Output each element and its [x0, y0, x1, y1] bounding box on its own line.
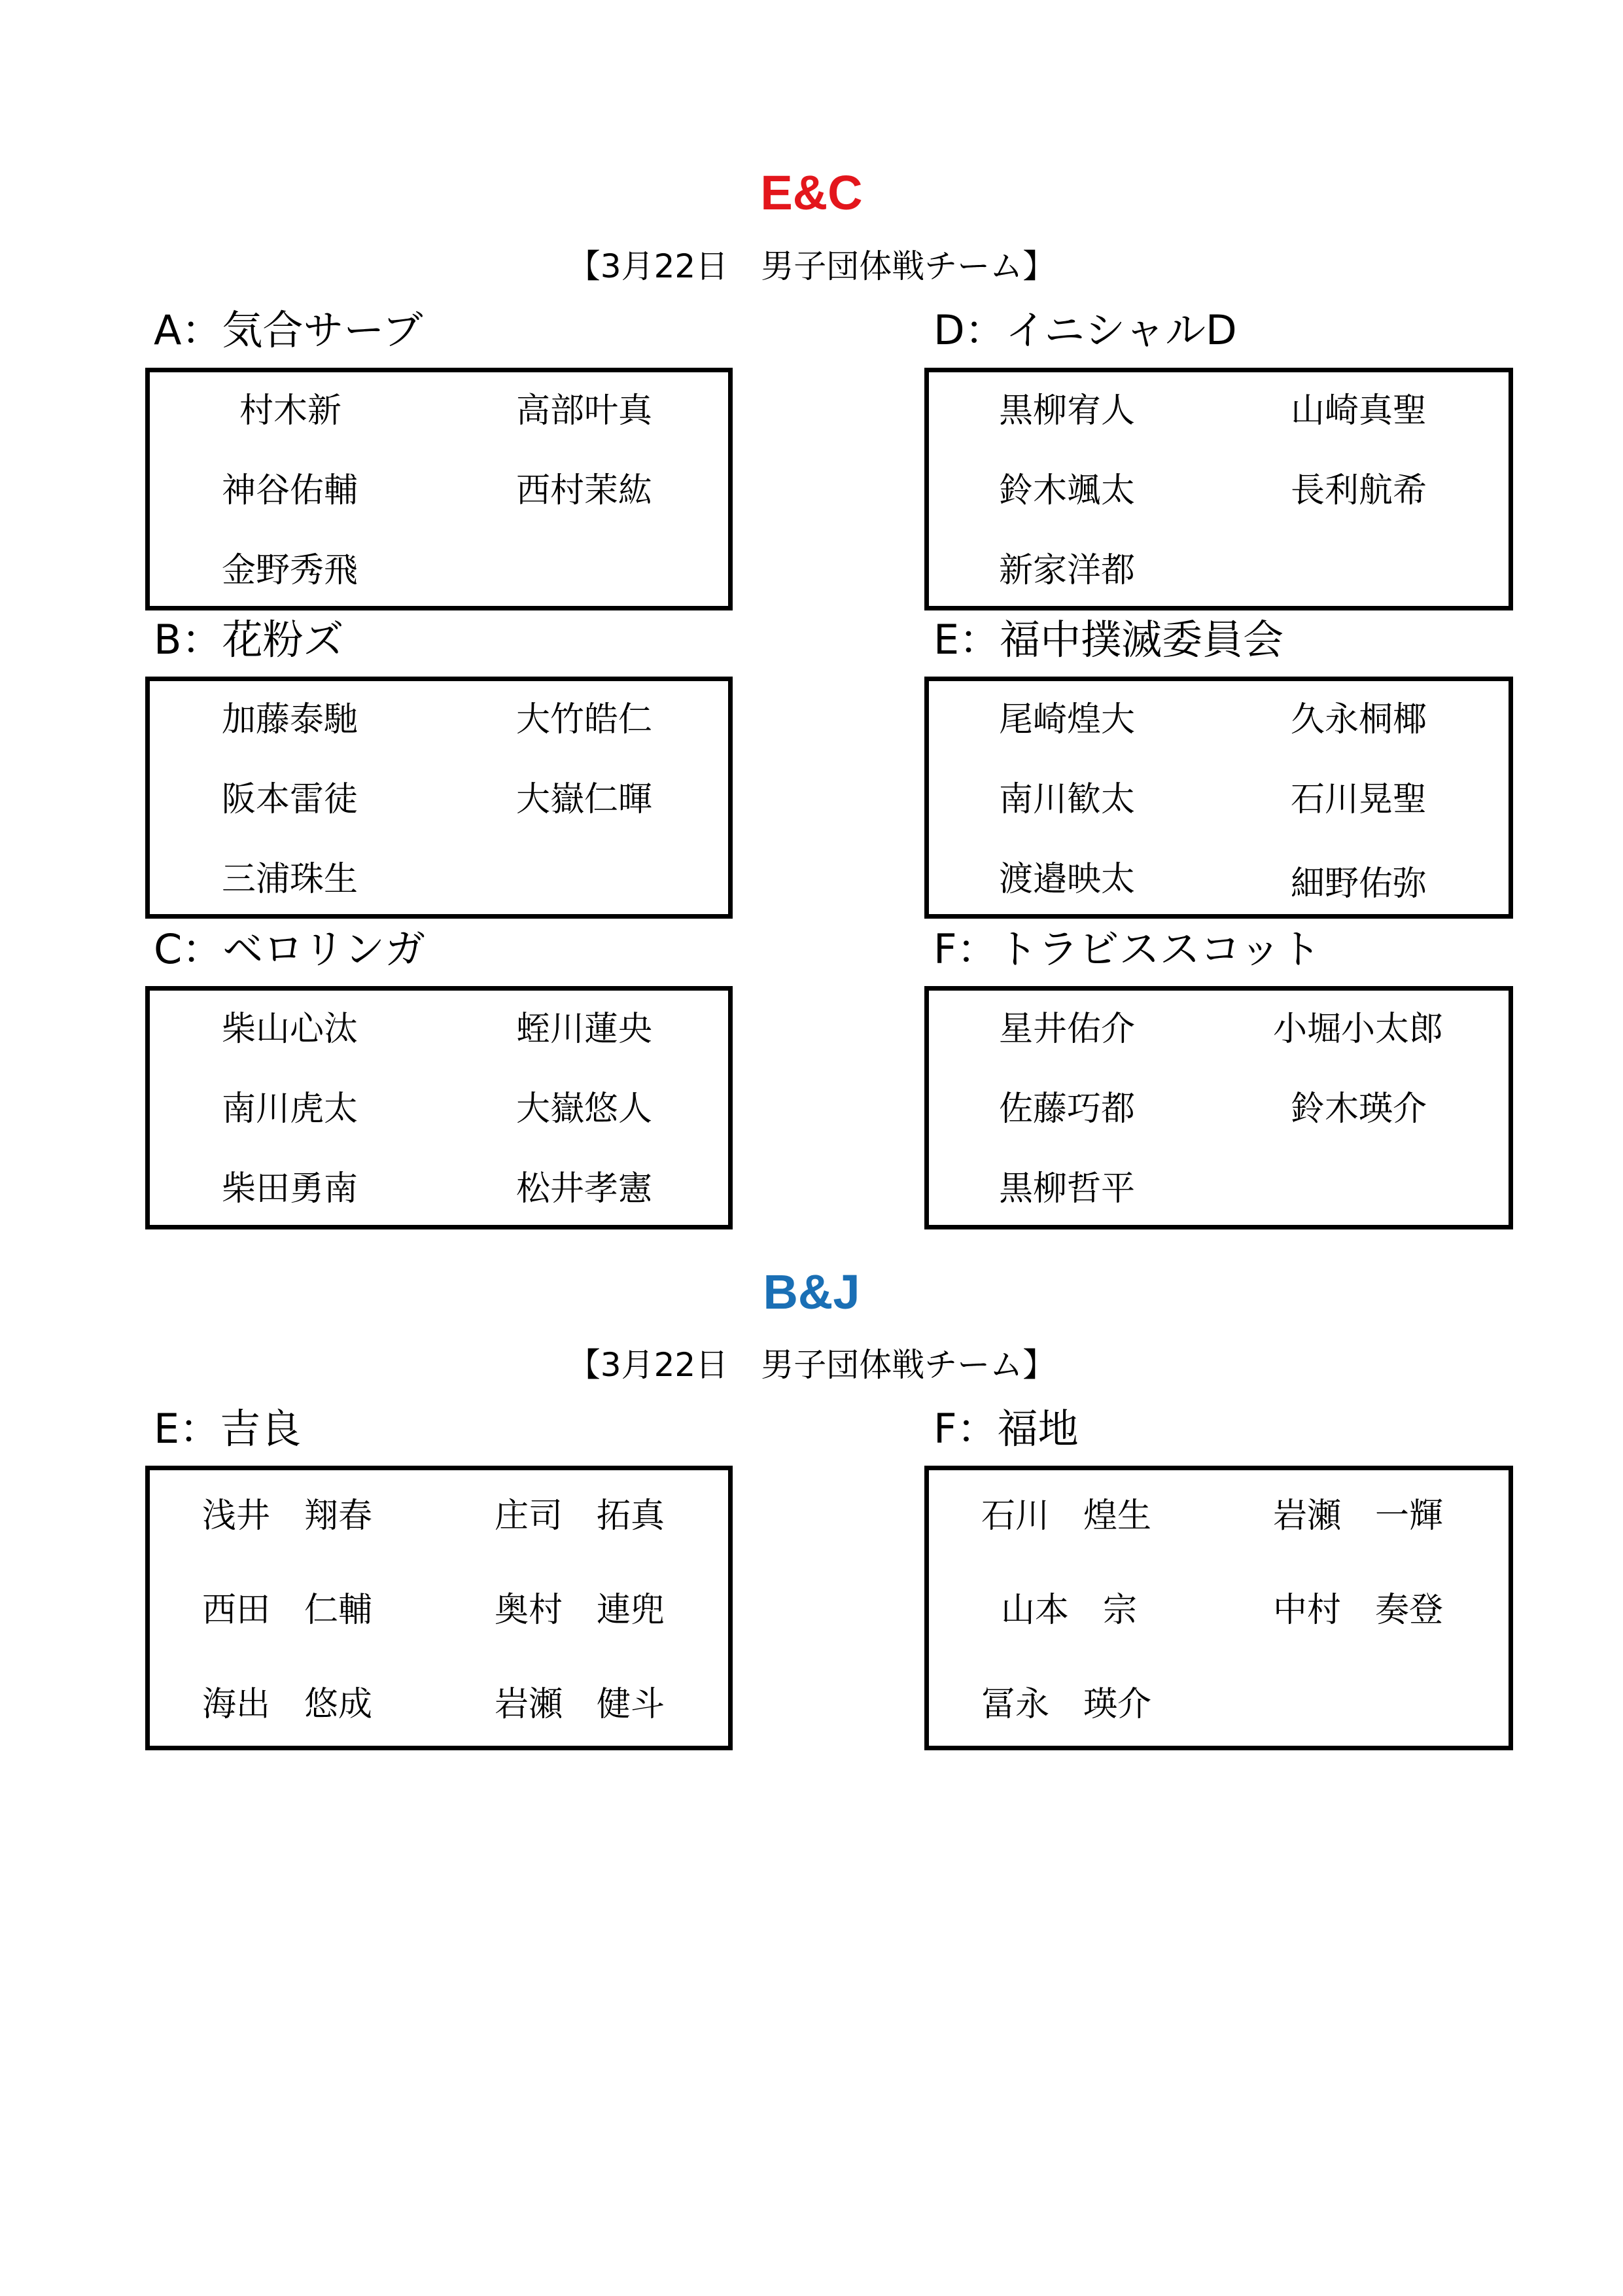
member-name: 蛭川蓮央: [516, 1010, 653, 1049]
member-name: 松井孝憲: [516, 1169, 653, 1209]
member-name: 黒柳宥人: [999, 391, 1136, 431]
team-box-b: [145, 677, 733, 919]
member-name: 久永桐椰: [1291, 700, 1427, 739]
member-name: 星井佑介: [999, 1010, 1136, 1049]
member-name: 海出 悠成: [202, 1685, 373, 1724]
member-name: 加藤泰馳: [222, 700, 358, 739]
member-name: 石川晃聖: [1291, 780, 1427, 819]
bj-team-box-e: [145, 1466, 733, 1750]
member-name: 小堀小太郎: [1273, 1010, 1444, 1049]
team-box-a: [145, 368, 733, 610]
member-name: 細野佑弥: [1291, 864, 1427, 904]
member-name: 岩瀬 一輝: [1273, 1496, 1444, 1536]
member-name: 佐藤巧都: [999, 1089, 1136, 1129]
member-name: 高部叶真: [516, 391, 653, 431]
member-name: 金野秀飛: [222, 551, 358, 590]
member-name: 庄司 拓真: [495, 1496, 665, 1536]
bj-team-box-f: [924, 1466, 1513, 1750]
member-name: 尾崎煌大: [999, 700, 1136, 739]
member-name: 冨永 瑛介: [981, 1685, 1152, 1724]
member-name: 長利航希: [1291, 471, 1427, 510]
member-name: 鈴木颯太: [999, 471, 1136, 510]
member-name: 柴山心汰: [222, 1010, 358, 1049]
member-name: 山本 宗: [1001, 1591, 1138, 1630]
member-name: 大嶽仁暉: [516, 780, 653, 819]
member-name: 渡邉映太: [999, 860, 1136, 899]
member-name: 山崎真聖: [1291, 391, 1427, 431]
team-label-d: D：イニシャルD: [934, 306, 1237, 354]
member-name: 中村 奏登: [1273, 1591, 1444, 1630]
member-name: 浅井 翔春: [202, 1496, 373, 1536]
member-name: 阪本雷徒: [222, 780, 358, 819]
member-name: 大竹皓仁: [516, 700, 653, 739]
team-box-f: [924, 986, 1513, 1229]
team-label-b: B：花粉ズ: [154, 616, 344, 663]
member-name: 奥村 連兜: [495, 1591, 665, 1630]
team-box-c: [145, 986, 733, 1229]
member-name: 西田 仁輔: [202, 1591, 373, 1630]
bj-team-label-e: E：吉良: [154, 1405, 302, 1453]
member-name: 神谷佑輔: [222, 471, 358, 510]
member-name: 三浦珠生: [222, 860, 358, 899]
bj-section-subtitle: 【3月22日 男子団体戦チーム】: [567, 1346, 1056, 1384]
bj-team-label-f: F：福地: [934, 1405, 1079, 1453]
team-box-e: [924, 677, 1513, 919]
ec-section-subtitle: 【3月22日 男子団体戦チーム】: [567, 247, 1056, 285]
member-name: 柴田勇南: [222, 1169, 358, 1209]
member-name: 村木新: [239, 391, 342, 431]
member-name: 岩瀬 健斗: [495, 1685, 665, 1724]
team-label-c: C：ベロリンガ: [154, 925, 426, 973]
member-name: 石川 煌生: [981, 1496, 1152, 1536]
team-label-f: F：トラビススコット: [934, 925, 1321, 973]
member-name: 黒柳哲平: [999, 1169, 1136, 1209]
ec-section-title: E&C: [760, 166, 863, 220]
member-name: 鈴木瑛介: [1291, 1089, 1427, 1129]
member-name: 大嶽悠人: [516, 1089, 653, 1129]
team-label-a: A：気合サーブ: [154, 306, 423, 354]
member-name: 新家洋都: [999, 551, 1136, 590]
member-name: 南川歓太: [999, 780, 1136, 819]
team-label-e: E：福中撲滅委員会: [934, 616, 1284, 663]
team-box-d: [924, 368, 1513, 610]
bj-section-title: B&J: [763, 1265, 860, 1319]
member-name: 南川虎太: [222, 1089, 358, 1129]
member-name: 西村茉紘: [516, 471, 653, 510]
